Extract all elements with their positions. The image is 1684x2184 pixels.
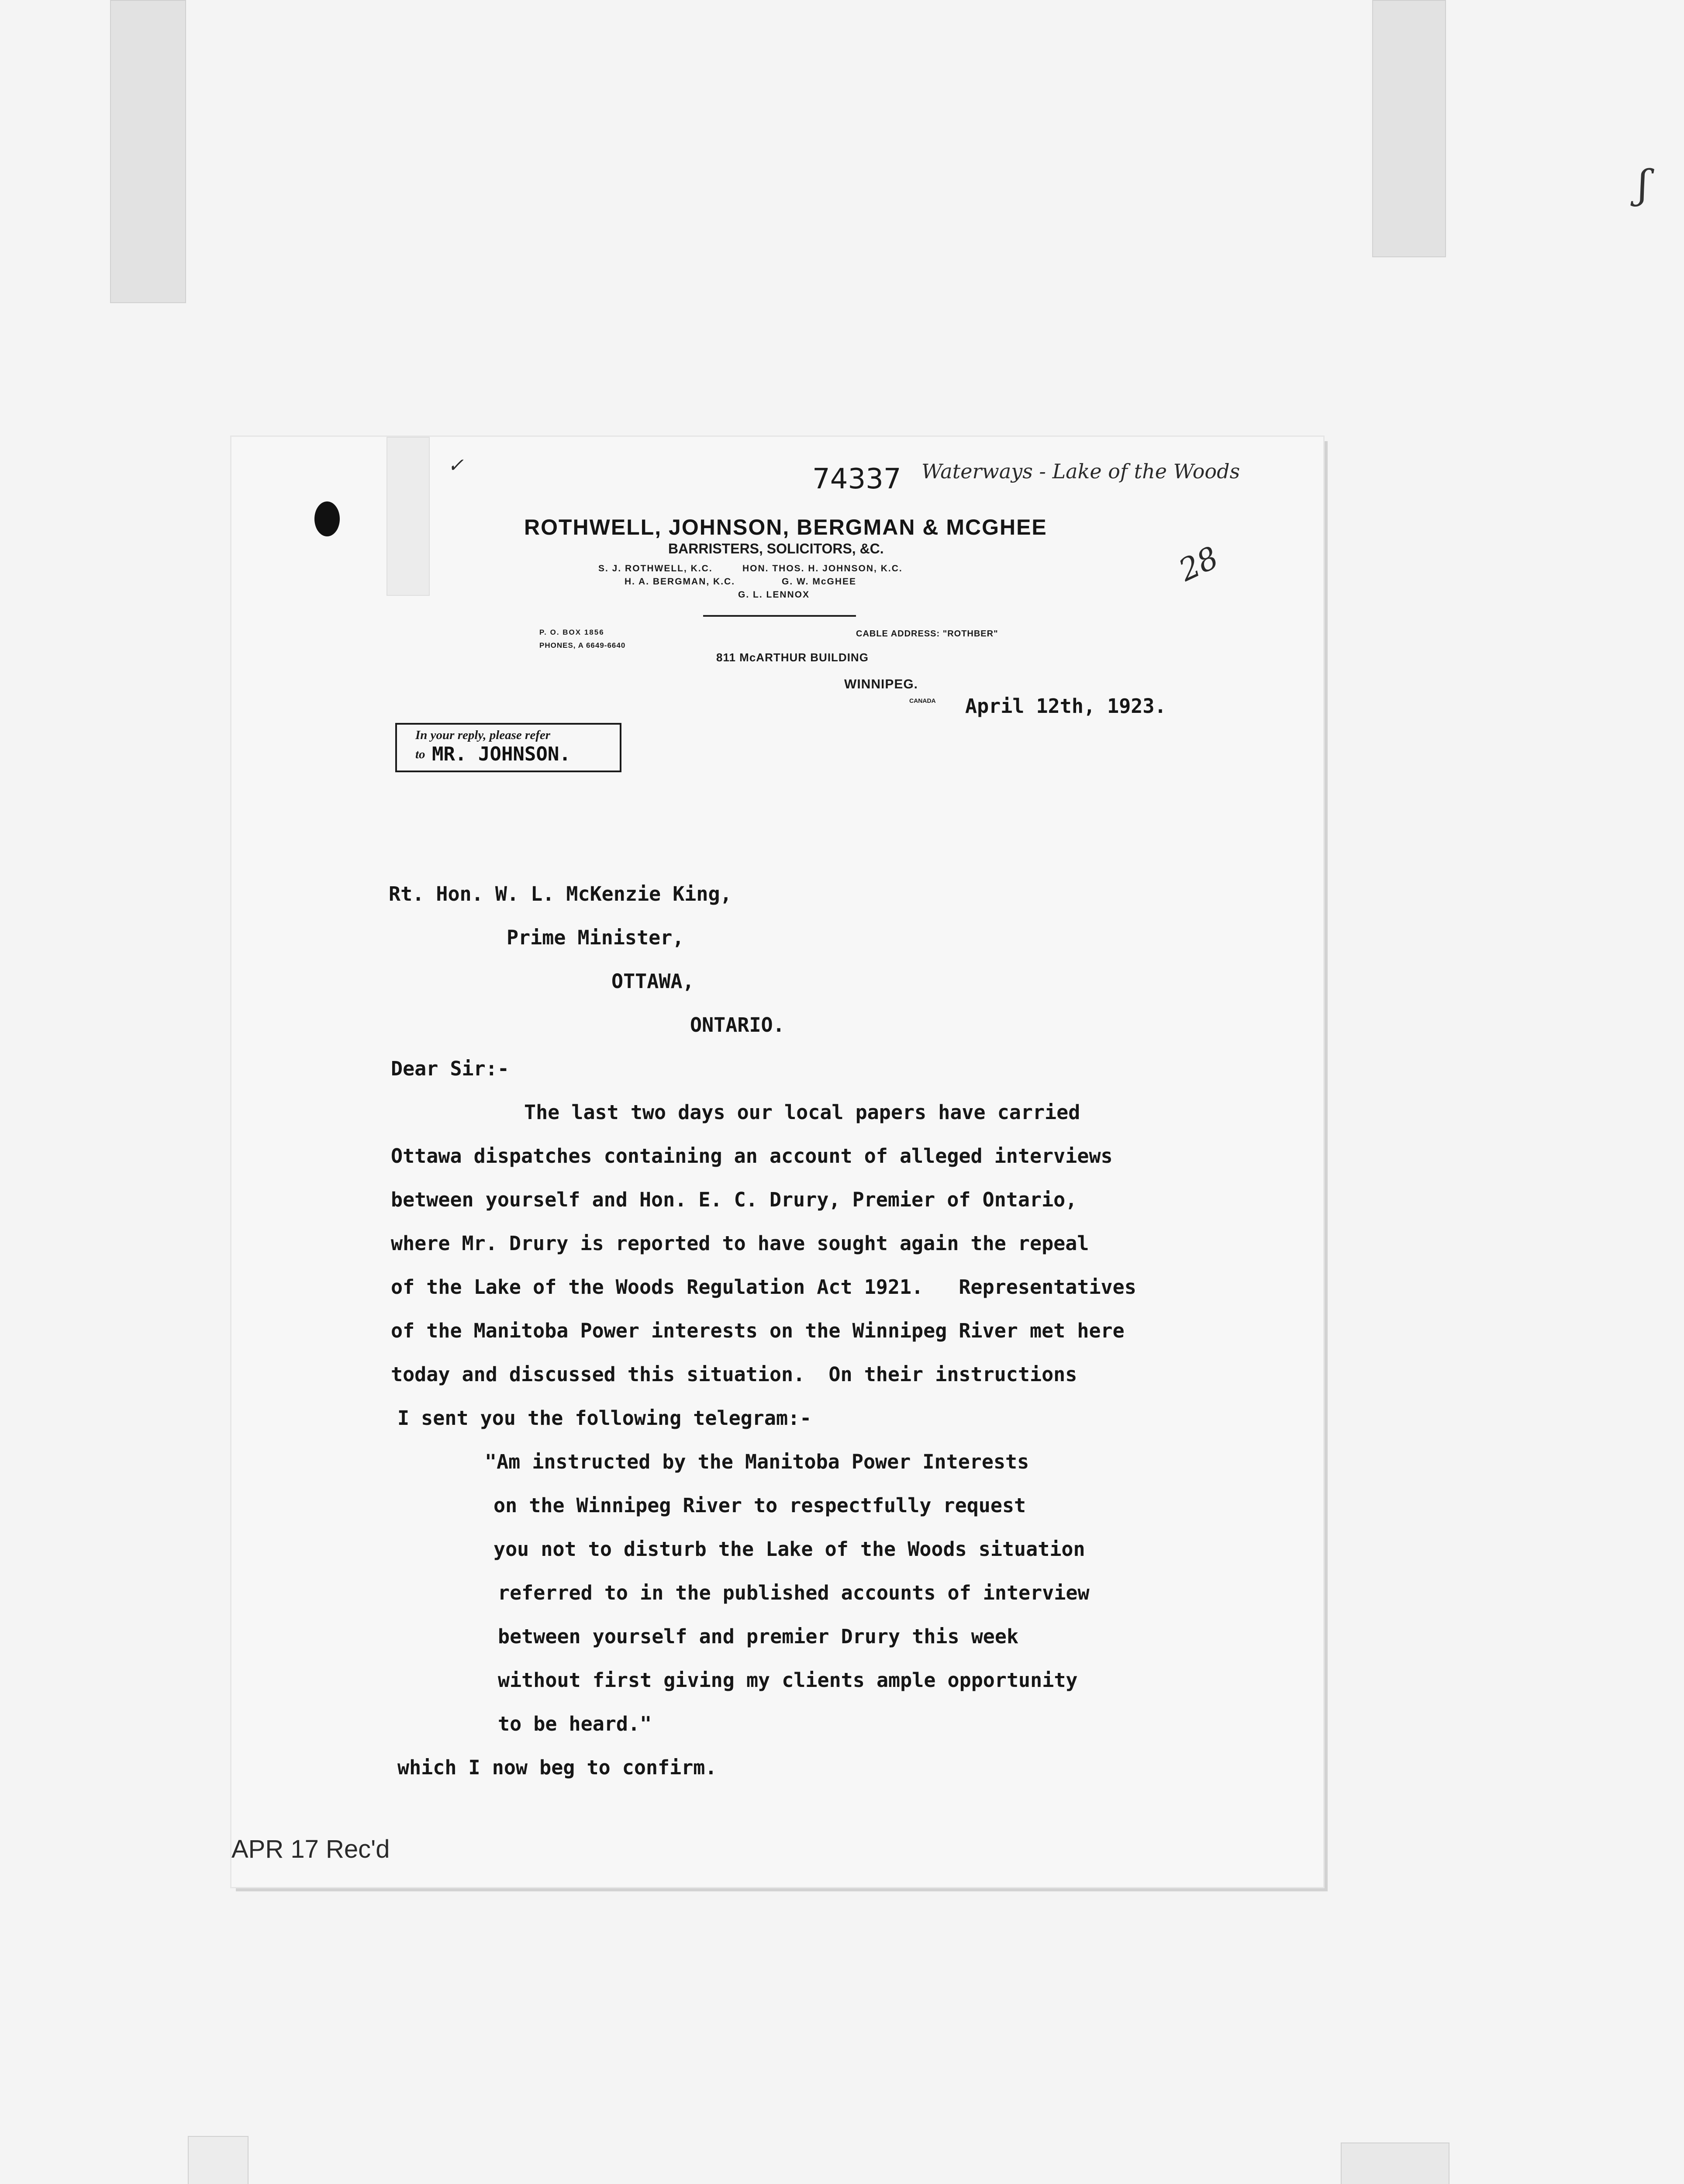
letter-page bbox=[231, 437, 1323, 1887]
partner-4: G. W. McGHEE bbox=[782, 577, 857, 587]
telegram-line-2: on the Winnipeg River to respectfully request bbox=[493, 1494, 1026, 1517]
telegram-line-3: you not to disturb the Lake of the Woods situation bbox=[493, 1538, 1085, 1561]
addressee-line-3: OTTAWA, bbox=[611, 970, 694, 993]
po-box: P. O. BOX 1856 bbox=[539, 628, 604, 636]
firm-name: ROTHWELL, JOHNSON, BERGMAN & MCGHEE bbox=[524, 515, 1047, 539]
telegram-line-7: to be heard." bbox=[498, 1712, 652, 1735]
partner-1: S. J. ROTHWELL, K.C. bbox=[598, 563, 713, 574]
partner-5: G. L. LENNOX bbox=[738, 590, 810, 600]
handwritten-check: ✓ bbox=[448, 454, 464, 477]
mounting-tape-left bbox=[110, 0, 186, 303]
body-line-2: Ottawa dispatches containing an account of alleged interviews bbox=[391, 1144, 1113, 1168]
city: WINNIPEG. bbox=[844, 677, 918, 691]
body-line-1: The last two days our local papers have carried bbox=[524, 1101, 1080, 1124]
firm-subtitle: BARRISTERS, SOLICITORS, &C. bbox=[668, 541, 884, 556]
telegram-line-4: referred to in the published accounts of interview bbox=[498, 1581, 1090, 1604]
mounting-tape-right bbox=[1372, 0, 1446, 257]
letterhead-rule bbox=[703, 615, 856, 617]
reply-box-name: MR. JOHNSON. bbox=[432, 743, 571, 765]
reply-reference-box bbox=[395, 723, 621, 772]
country: CANADA bbox=[909, 697, 936, 704]
archive-tape-left bbox=[188, 2136, 248, 2184]
body-line-3: between yourself and Hon. E. C. Drury, Premier of Ontario, bbox=[391, 1188, 1077, 1211]
building: 811 McARTHUR BUILDING bbox=[716, 651, 869, 664]
reply-box-label: In your reply, please refer bbox=[415, 728, 551, 742]
body-line-8: I sent you the following telegram:- bbox=[397, 1406, 812, 1430]
body-line-6: of the Manitoba Power interests on the Winnipeg River met here bbox=[391, 1319, 1125, 1342]
addressee-line-2: Prime Minister, bbox=[507, 926, 684, 949]
cable-address: CABLE ADDRESS: "ROTHBER" bbox=[856, 629, 998, 639]
partner-2: HON. THOS. H. JOHNSON, K.C. bbox=[742, 563, 903, 574]
reply-box-to: to bbox=[415, 747, 425, 761]
salutation: Dear Sir:- bbox=[391, 1057, 509, 1080]
phones: PHONES, A 6649-6640 bbox=[539, 641, 626, 650]
telegram-line-5: between yourself and premier Drury this week bbox=[498, 1625, 1019, 1648]
body-line-5: of the Lake of the Woods Regulation Act 1921. Representatives bbox=[391, 1275, 1136, 1299]
addressee-line-1: Rt. Hon. W. L. McKenzie King, bbox=[389, 882, 732, 905]
addressee-line-4: ONTARIO. bbox=[690, 1013, 785, 1037]
handwritten-folio: 28 bbox=[1173, 539, 1224, 588]
punch-hole bbox=[314, 501, 340, 536]
letter-date: April 12th, 1923. bbox=[965, 695, 1166, 718]
partner-3: H. A. BERGMAN, K.C. bbox=[625, 577, 735, 587]
page-tape-mark bbox=[386, 437, 430, 596]
body-line-4: where Mr. Drury is reported to have sought again the repeal bbox=[391, 1232, 1089, 1255]
telegram-line-6: without first giving my clients ample opportunity bbox=[498, 1669, 1078, 1692]
body-line-7: today and discussed this situation. On their instructions bbox=[391, 1363, 1077, 1386]
reference-number: 74337 bbox=[812, 463, 901, 495]
margin-mark: ʃ bbox=[1638, 162, 1649, 207]
archive-tape-right bbox=[1341, 2143, 1449, 2184]
handwritten-note: Waterways - Lake of the Woods bbox=[921, 460, 1240, 483]
telegram-line-1: "Am instructed by the Manitoba Power Interests bbox=[485, 1450, 1029, 1473]
closing-line: which I now beg to confirm. bbox=[397, 1756, 717, 1779]
received-stamp: APR 17 Rec'd bbox=[231, 1835, 390, 1863]
